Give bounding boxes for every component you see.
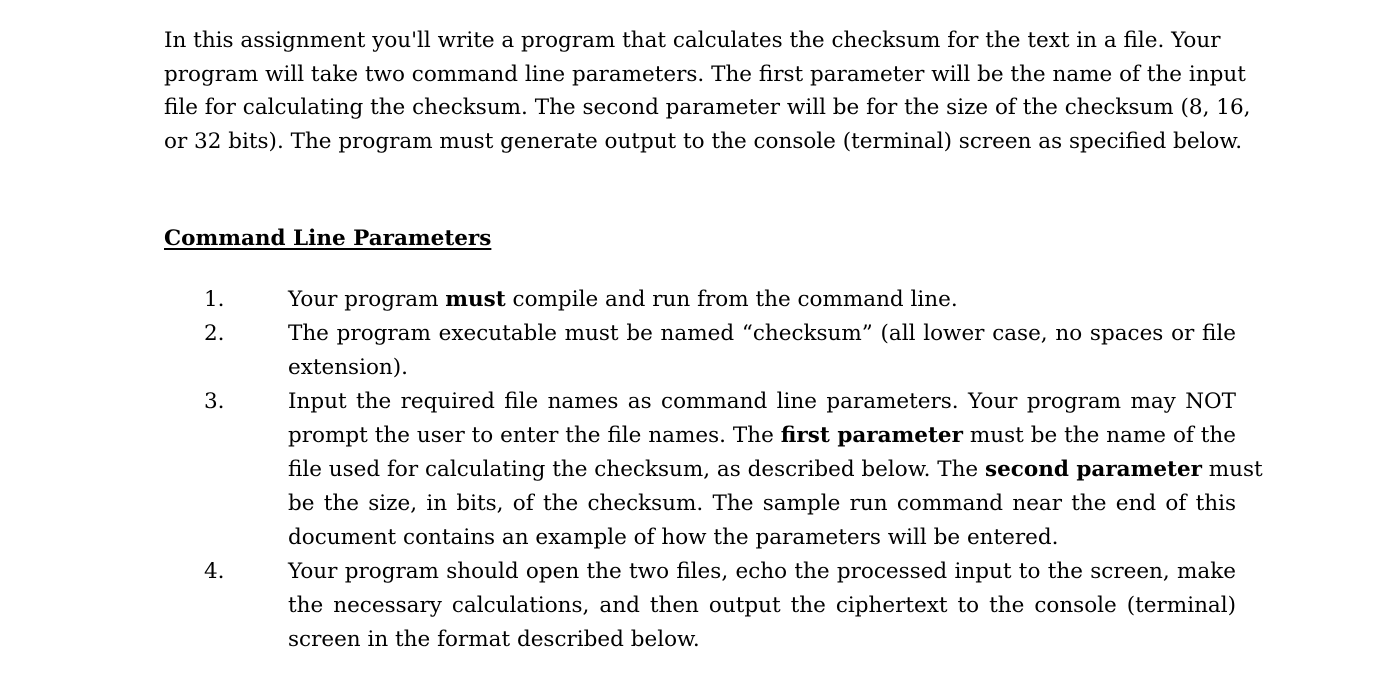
requirement-emphasis: second parameter [985, 457, 1202, 482]
requirement-line [288, 283, 1236, 317]
requirement-line [288, 453, 1263, 487]
requirement-line [288, 317, 1236, 351]
requirement-line [288, 385, 1236, 419]
requirement-text: Input the required file names as command line parameters. Your program may NOT [288, 389, 1236, 414]
requirement-text: document contains an example of how the parameters will be entered. [288, 525, 1059, 550]
requirement-text: Your program [288, 287, 446, 312]
requirement-text: must be the name of the [962, 423, 1236, 448]
requirement-item [164, 555, 1236, 657]
requirement-item [164, 385, 1263, 555]
requirement-line [288, 623, 1236, 657]
intro-paragraph [164, 24, 1251, 158]
requirement-text: be the size, in bits, of the checksum. The sample run command near the end of this [288, 491, 1236, 516]
requirement-text: Your program should open the two files, echo the processed input to the screen, make [288, 559, 1236, 584]
requirement-item [164, 283, 1236, 317]
requirement-number: 4. [204, 559, 225, 584]
requirements-list [164, 283, 1263, 657]
section-heading: Command Line Parameters [164, 226, 492, 251]
requirement-line [288, 351, 1236, 385]
requirement-text: screen in the format described below. [288, 627, 700, 652]
requirement-line [288, 521, 1236, 555]
requirement-line [288, 487, 1236, 521]
requirement-text: The program executable must be named “checksum” (all lower case, no spaces or file [288, 321, 1236, 346]
intro-line: program will take two command line parameters. The first parameter will be the name of the input [164, 61, 1246, 87]
requirement-text: file used for calculating the checksum, as described below. The [288, 457, 985, 482]
requirement-text: must [1201, 457, 1263, 482]
requirement-line [288, 589, 1236, 623]
requirement-emphasis: first parameter [780, 423, 963, 448]
requirement-number: 2. [204, 321, 225, 346]
requirement-text: prompt the user to enter the file names. The [288, 423, 781, 448]
intro-line: In this assignment you'll write a program that calculates the checksum for the text in a file. Your [164, 28, 1221, 53]
requirement-number: 3. [204, 389, 225, 414]
requirement-item [164, 317, 1236, 385]
requirement-emphasis: must [445, 287, 506, 312]
requirement-text: compile and run from the command line. [505, 287, 958, 312]
requirement-line [288, 419, 1236, 453]
requirement-number: 1. [204, 287, 225, 312]
requirement-text: the necessary calculations, and then output the ciphertext to the console (terminal) [288, 593, 1236, 618]
intro-line: or 32 bits). The program must generate output to the console (terminal) screen as specified below. [164, 128, 1243, 154]
requirement-text: extension). [288, 355, 408, 380]
document-page [164, 24, 1251, 158]
requirement-line [288, 555, 1236, 589]
intro-line: file for calculating the checksum. The second parameter will be for the size of the checksum (8, 16, [164, 95, 1251, 121]
